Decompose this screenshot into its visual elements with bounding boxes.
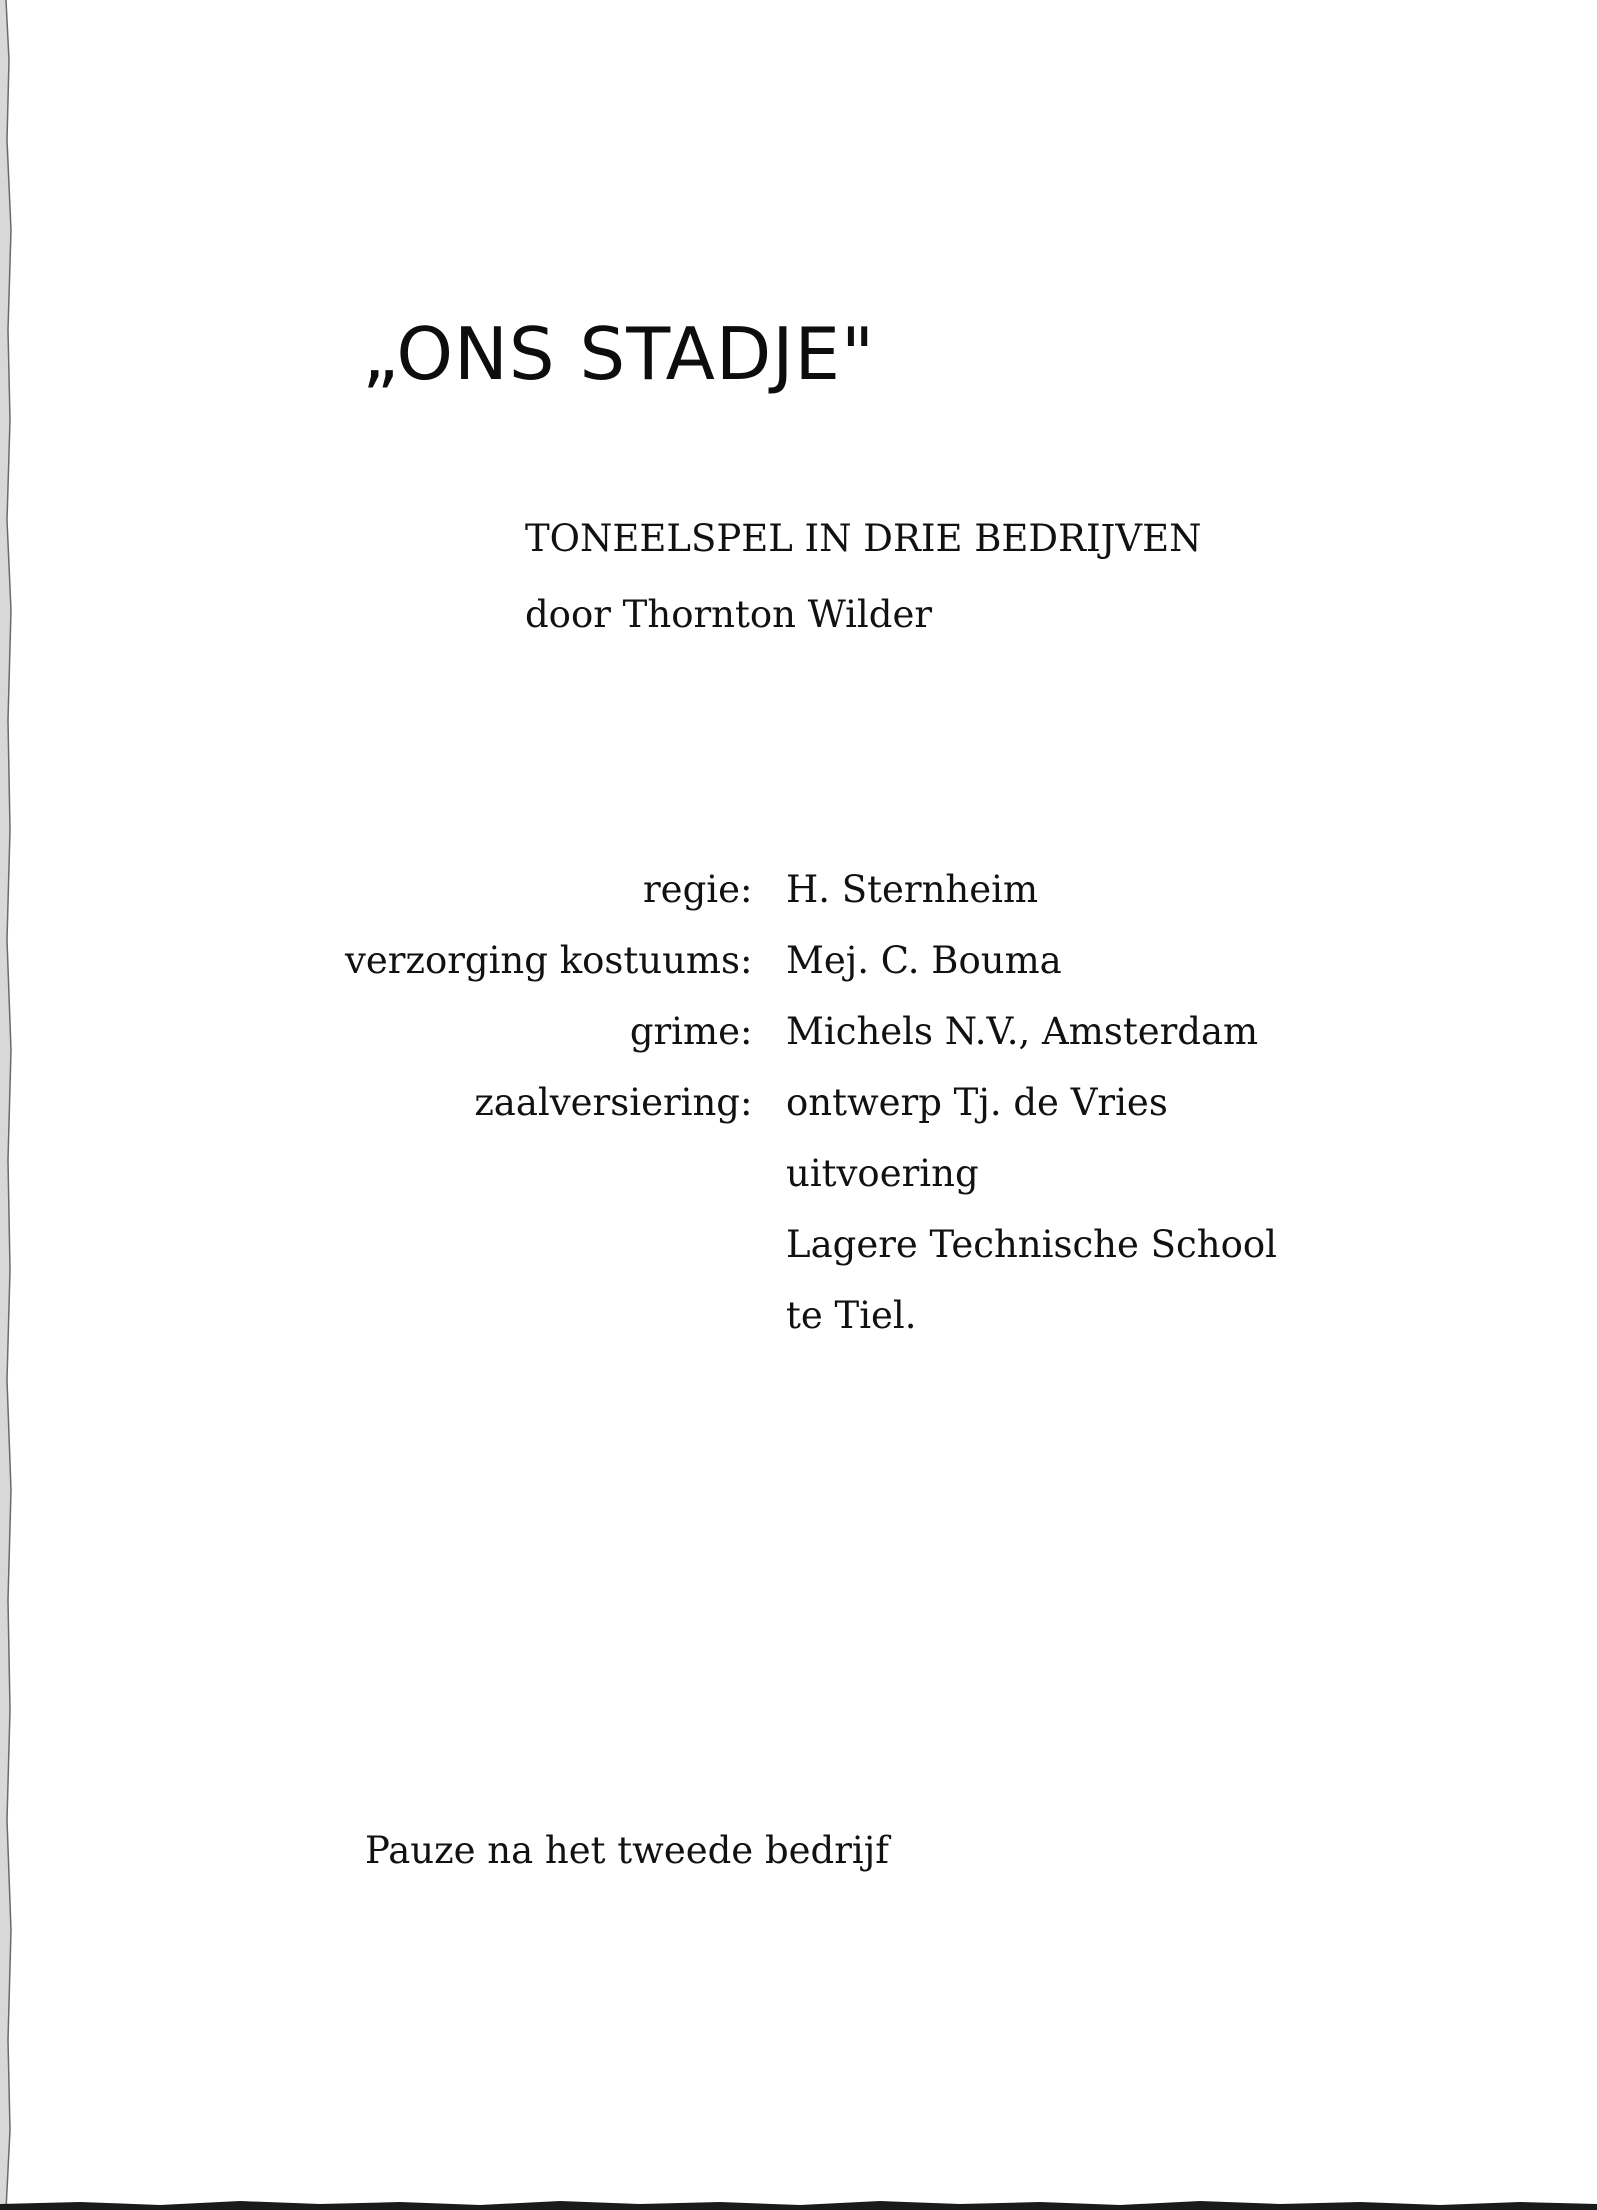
- credit-values: [786, 939, 1062, 1010]
- credit-value: uitvoering: [786, 1152, 979, 1195]
- credit-values: [786, 868, 1038, 939]
- play-author: door Thornton Wilder: [525, 593, 933, 636]
- credit-label: grime: [629, 1010, 740, 1053]
- torn-bottom-edge: [0, 2190, 1597, 2210]
- credit-value: te Tiel.: [786, 1294, 917, 1337]
- credit-value: Michels N.V., Amsterdam: [786, 1010, 1259, 1053]
- credit-value: Lagere Technische School: [786, 1223, 1277, 1266]
- credit-label: verzorging kostuums: [344, 939, 740, 982]
- credit-colon: :: [740, 1010, 753, 1053]
- credit-label: zaalversiering: [474, 1081, 740, 1124]
- intermission-note: Pauze na het tweede bedrijf: [365, 1829, 889, 1872]
- credit-label: regie: [643, 868, 740, 911]
- credit-values: [786, 1010, 1258, 1081]
- credit-value: Mej. C. Bouma: [786, 939, 1062, 982]
- play-subtitle: TONEELSPEL IN DRIE BEDRIJVEN: [525, 517, 1202, 560]
- credit-row-regie: [240, 868, 1360, 939]
- credit-value: H. Sternheim: [786, 868, 1039, 911]
- credit-value: ontwerp Tj. de Vries: [786, 1081, 1168, 1124]
- credit-row-grime: [240, 1010, 1360, 1081]
- credits-list: [240, 868, 1360, 1365]
- play-title: „ONS STADJE": [362, 312, 876, 396]
- credit-colon: :: [740, 868, 753, 911]
- credit-row-kostuums: [240, 939, 1360, 1010]
- credit-colon: :: [740, 1081, 753, 1124]
- credit-colon: :: [740, 939, 753, 982]
- credit-values: [786, 1081, 1277, 1365]
- torn-left-edge: [0, 0, 18, 2210]
- credit-row-zaalversiering: [240, 1081, 1360, 1365]
